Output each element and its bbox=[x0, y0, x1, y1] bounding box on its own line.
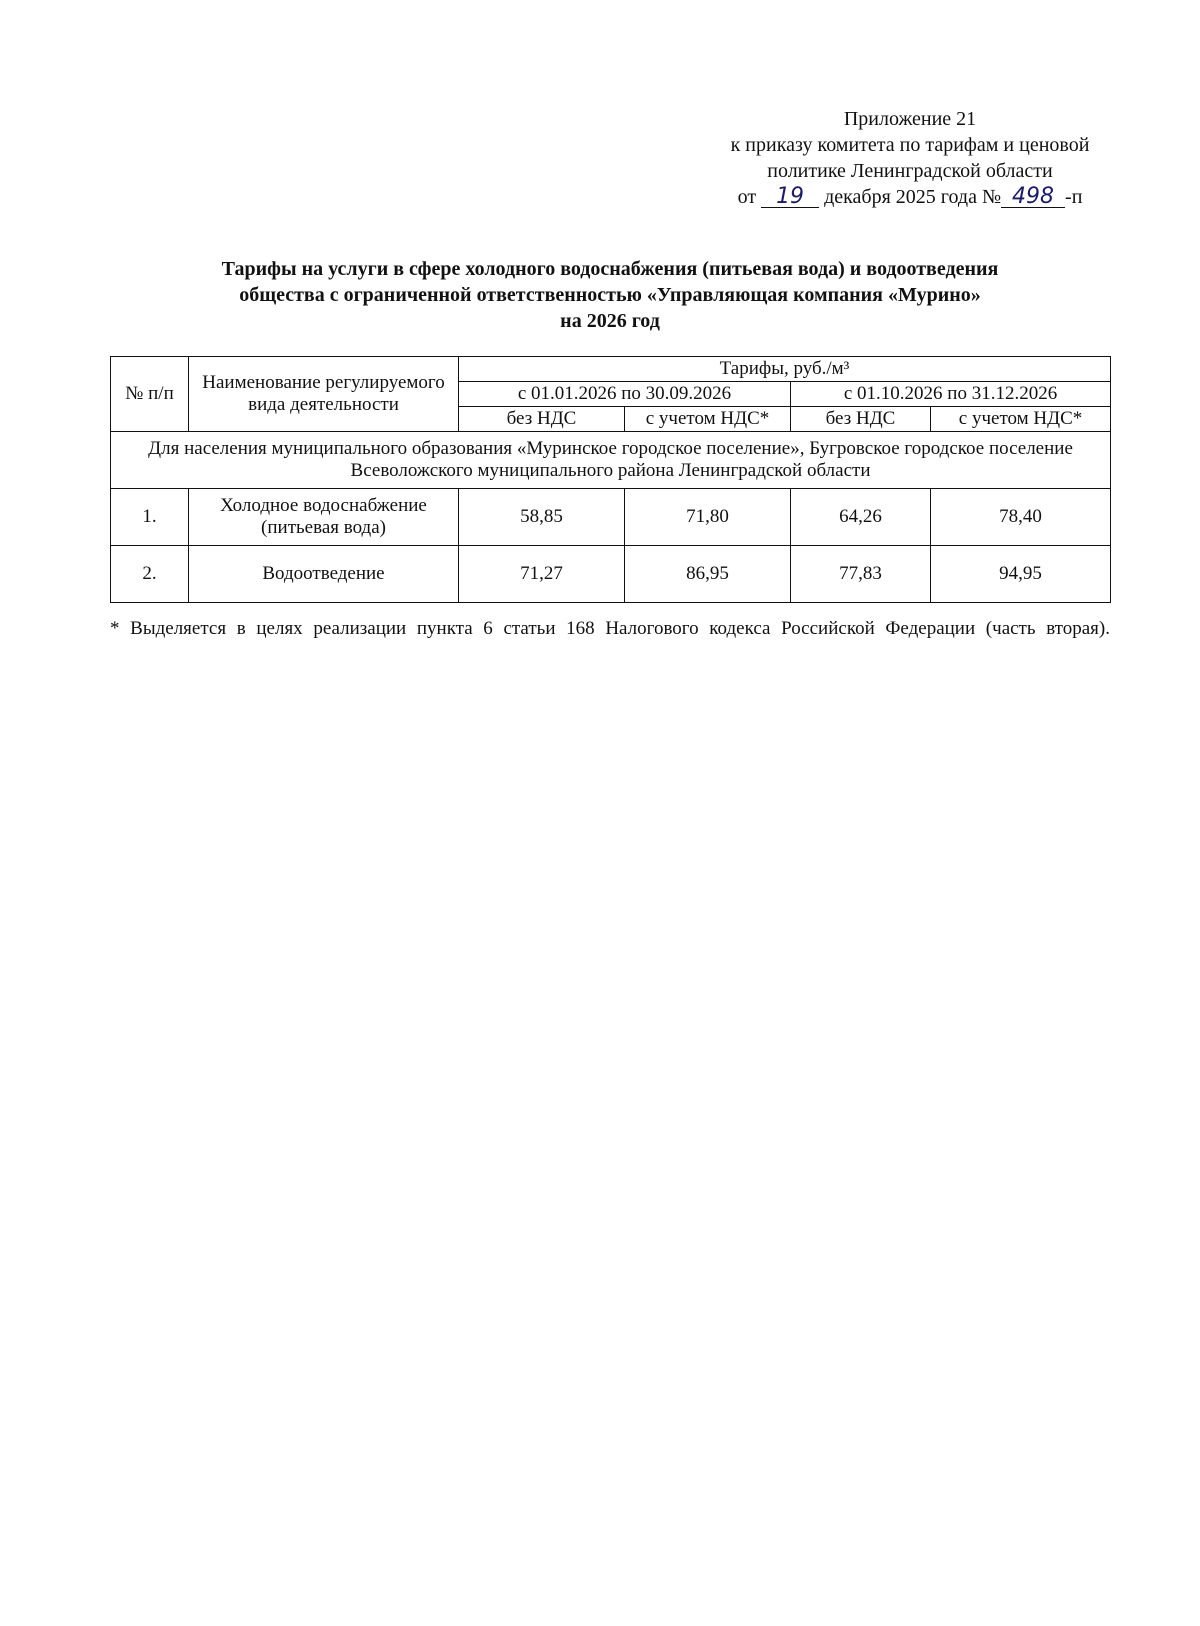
row-p1-with-vat: 86,95 bbox=[625, 546, 791, 603]
row-p2-with-vat: 94,95 bbox=[931, 546, 1111, 603]
row-p2-without-vat: 64,26 bbox=[791, 489, 931, 546]
title-line-1: Тарифы на услуги в сфере холодного водоснабжения (питьевая вода) и водоотведения bbox=[221, 258, 999, 280]
table-row bbox=[111, 489, 1111, 546]
row-p1-without-vat: 71,27 bbox=[459, 546, 625, 603]
row-activity: Водоотведение bbox=[189, 546, 459, 603]
order-suffix: -п bbox=[1065, 186, 1083, 208]
row-p1-without-vat: 58,85 bbox=[459, 489, 625, 546]
row-p1-with-vat: 71,80 bbox=[625, 489, 791, 546]
appendix-title: Приложение 21 bbox=[843, 108, 977, 130]
row-p2-with-vat: 78,40 bbox=[931, 489, 1111, 546]
appendix-order-ref-line1: к приказу комитета по тарифам и ценовой bbox=[730, 134, 1090, 156]
appendix-order-ref-line2: политике Ленинградской области bbox=[767, 160, 1053, 182]
tariffs-table bbox=[110, 356, 1111, 603]
header-tariffs: Тарифы, руб./м³ bbox=[459, 357, 1111, 382]
appendix-reference bbox=[680, 106, 1140, 210]
table-header-row bbox=[111, 357, 1111, 382]
header-p2-with-vat: с учетом НДС* bbox=[931, 407, 1111, 432]
document-title bbox=[110, 256, 1110, 334]
row-number: 1. bbox=[111, 489, 189, 546]
header-period-1: с 01.01.2026 по 30.09.2026 bbox=[459, 382, 791, 407]
header-p1-without-vat: без НДС bbox=[459, 407, 625, 432]
row-p2-without-vat: 77,83 bbox=[791, 546, 931, 603]
vat-footnote: * Выделяется в целях реализации пункта 6 статьи 168 Налогового кодекса Российской Федерации (часть вторая). bbox=[110, 618, 1110, 639]
header-number: № п/п bbox=[111, 357, 189, 432]
table-group-row bbox=[111, 432, 1111, 489]
header-activity: Наименование регулируемого вида деятельности bbox=[189, 357, 459, 432]
header-period-2: с 01.10.2026 по 31.12.2026 bbox=[791, 382, 1111, 407]
group-label: Для населения муниципального образования «Муринское городское поселение», Бугровское городское поселение Всеволожского муниципального района Ленинградской области bbox=[111, 432, 1111, 489]
title-line-2: общества с ограниченной ответственностью «Управляющая компания «Мурино» bbox=[239, 284, 981, 306]
order-date-number bbox=[680, 184, 1140, 210]
title-line-3: на 2026 год bbox=[560, 310, 660, 332]
order-number-handwritten: 498 bbox=[1001, 187, 1065, 208]
row-number: 2. bbox=[111, 546, 189, 603]
header-p2-without-vat: без НДС bbox=[791, 407, 931, 432]
row-activity: Холодное водоснабжение (питьевая вода) bbox=[189, 489, 459, 546]
order-day-handwritten: 19 bbox=[761, 187, 819, 208]
table-row bbox=[111, 546, 1111, 603]
order-prefix: от bbox=[737, 186, 757, 208]
header-p1-with-vat: с учетом НДС* bbox=[625, 407, 791, 432]
order-middle: декабря 2025 года № bbox=[824, 186, 1002, 208]
